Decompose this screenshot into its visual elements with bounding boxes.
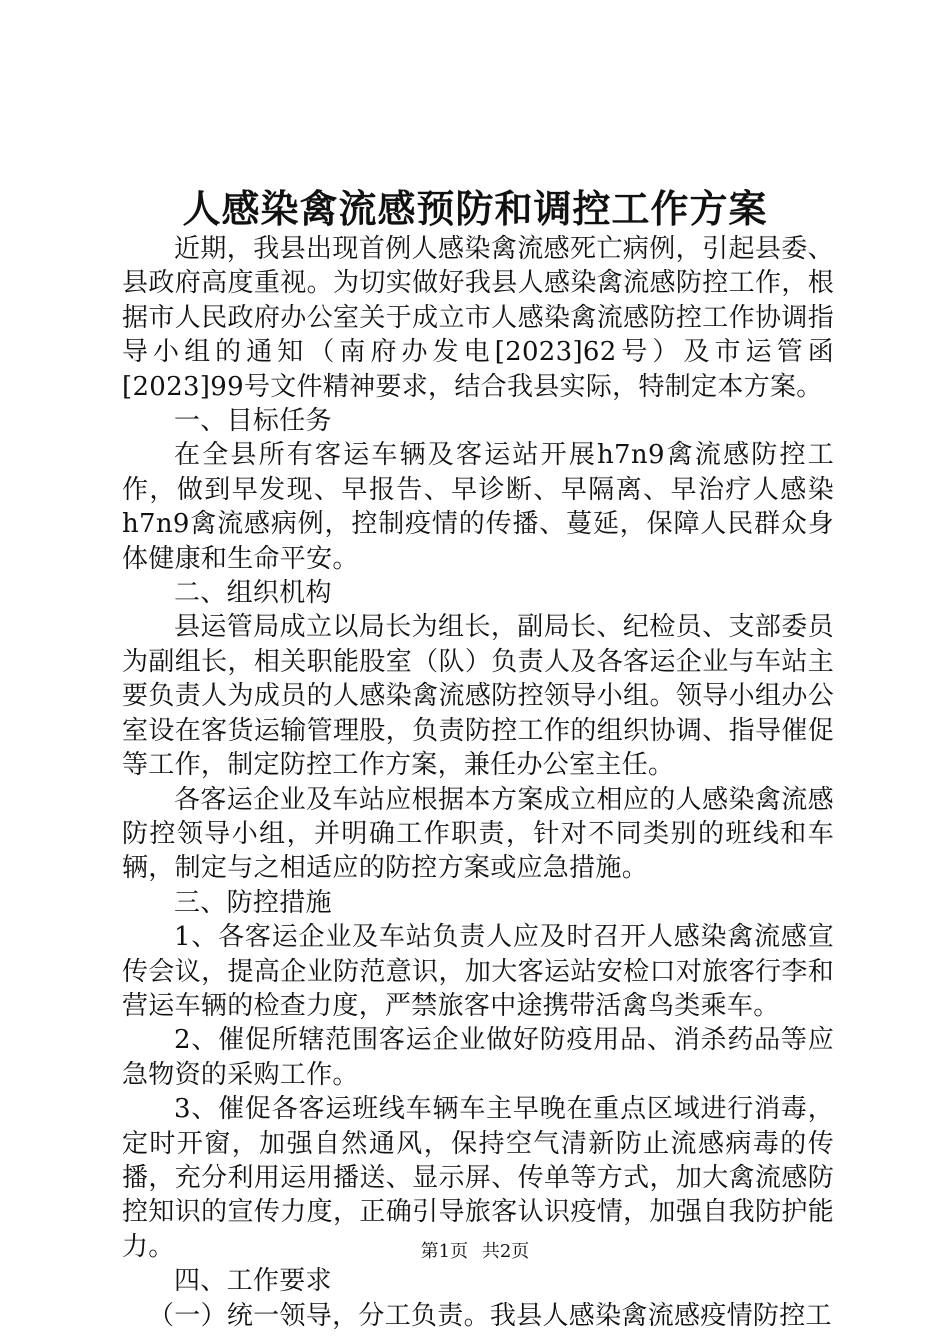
section-heading-requirements: 四、工作要求 xyxy=(174,1266,332,1297)
page-footer xyxy=(0,1240,950,1264)
paragraph-goals: 在全县所有客运车辆及客运站开展h7n9禽流感防控工作，做到早发现、早报告、早诊断、早隔离、早治疗人感染h7n9禽流感病例，控制疫情的传播、蔓延，保障人民群众身体健康和生命平安。 xyxy=(122,440,834,574)
section-heading-goals: 一、目标任务 xyxy=(174,406,332,437)
page-number: 第1页 xyxy=(420,1241,469,1262)
page-total: 共2页 xyxy=(481,1241,530,1262)
paragraph-measure-2: 2、催促所辖范围客运企业做好防疫用品、消杀药品等应急物资的采购工作。 xyxy=(122,1025,834,1090)
paragraph-requirement-1: （一）统一领导，分工负责。我县人感染禽流感疫情防控工 xyxy=(148,1300,832,1331)
document-body xyxy=(122,232,834,1333)
section-heading-organization: 二、组织机构 xyxy=(174,578,332,609)
paragraph-measure-1: 1、各客运企业及车站负责人应及时召开人感染禽流感宣传会议，提高企业防范意识，加大客运站安检口对旅客行李和营运车辆的检查力度，严禁旅客中途携带活禽鸟类乘车。 xyxy=(122,922,834,1021)
section-heading-measures: 三、防控措施 xyxy=(174,887,332,918)
paragraph-measure-3: 3、催促各客运班线车辆车主早晚在重点区域进行消毒，定时开窗，加强自然通风，保持空气清新防止流感病毒的传播，充分利用运用播送、显示屏、传单等方式，加大禽流感防控知识的宣传力度，正确引导旅客认识疫情，加强自我防护能力。 xyxy=(122,1094,834,1262)
document-title: 人感染禽流感预防和调控工作方案 xyxy=(182,186,768,231)
paragraph-organization: 县运管局成立以局长为组长，副局长、纪检员、支部委员为副组长，相关职能股室（队）负责人及各客运企业与车站主要负责人为成员的人感染禽流感防控领导小组。领导小组办公室设在客货运输管理股，负责防控工作的组织协调、指导催促等工作，制定防控工作方案，兼任办公室主任。 xyxy=(122,612,834,781)
paragraph-intro: 近期，我县出现首例人感染禽流感死亡病例，引起县委、县政府高度重视。为切实做好我县人感染禽流感防控工作，根据市人民政府办公室关于成立市人感染禽流感防控工作协调指导小组的通知（南府办发电[2023]62号）及市运管函[2023]99号文件精神要求，结合我县实际，特制定本方案。 xyxy=(122,234,834,402)
paragraph-organization-2: 各客运企业及车站应根据本方案成立相应的人感染禽流感防控领导小组，并明确工作职责，针对不同类别的班线和车辆，制定与之相适应的防控方案或应急措施。 xyxy=(122,784,834,884)
